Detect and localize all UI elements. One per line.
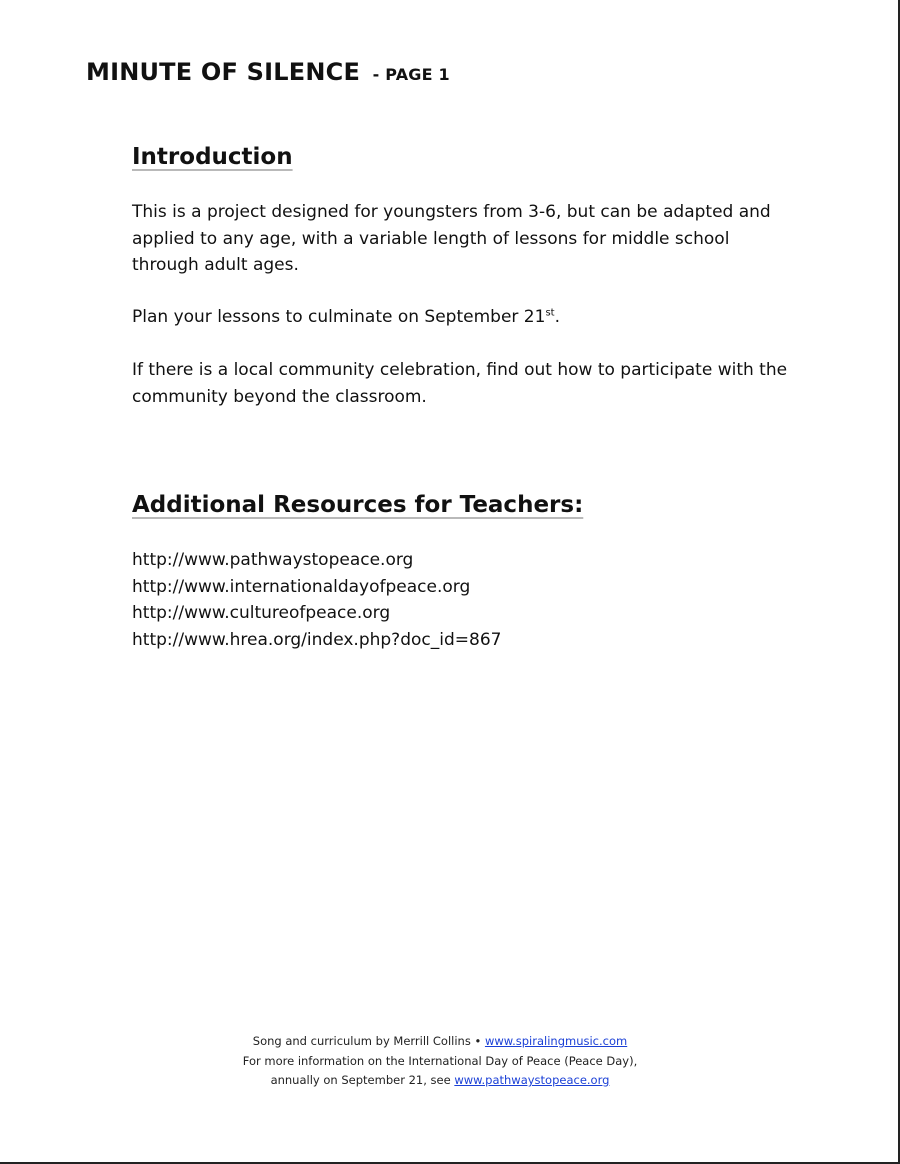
introduction-paragraph-2-text: Plan your lessons to culminate on September 21: [132, 307, 546, 327]
introduction-heading: Introduction: [132, 144, 293, 170]
spiralingmusic-link[interactable]: www.spiralingmusic.com: [484, 1034, 628, 1048]
pathwaystopeace-link[interactable]: www.pathwaystopeace.org: [454, 1073, 610, 1087]
footer-line-3: [0, 1071, 880, 1091]
ordinal-suffix: st: [545, 307, 555, 319]
resource-links-list: [132, 547, 501, 653]
resource-link: http://www.cultureofpeace.org: [132, 603, 391, 623]
page-footer: [0, 1032, 880, 1091]
resource-link: http://www.pathwaystopeace.org: [132, 550, 414, 570]
footer-credit-text: Song and curriculum by Merrill Collins •: [252, 1034, 485, 1048]
introduction-paragraph-2: [132, 304, 792, 331]
footer-line-2: For more information on the International Day of Peace (Peace Day),: [242, 1053, 638, 1068]
page-title-text: MINUTE OF SILENCE: [86, 58, 361, 86]
page-title-suffix: - PAGE 1: [372, 65, 450, 84]
page-title: [86, 56, 450, 91]
footer-line-1: [0, 1032, 880, 1052]
resource-link: http://www.internationaldayofpeace.org: [132, 576, 471, 597]
resource-link: http://www.hrea.org/index.php?doc_id=867: [132, 629, 502, 650]
resources-heading: Additional Resources for Teachers:: [132, 492, 584, 518]
introduction-paragraph-2-end: .: [554, 307, 560, 327]
introduction-paragraph-3: If there is a local community celebration, find out how to participate with the community beyond the classroom.: [132, 360, 788, 407]
footer-peace-day-text: annually on September 21, see: [270, 1073, 455, 1087]
introduction-paragraph-1: This is a project designed for youngsters from 3-6, but can be adapted and applied to any age, with a variable length of lessons for middle school through adult ages.: [132, 202, 771, 275]
